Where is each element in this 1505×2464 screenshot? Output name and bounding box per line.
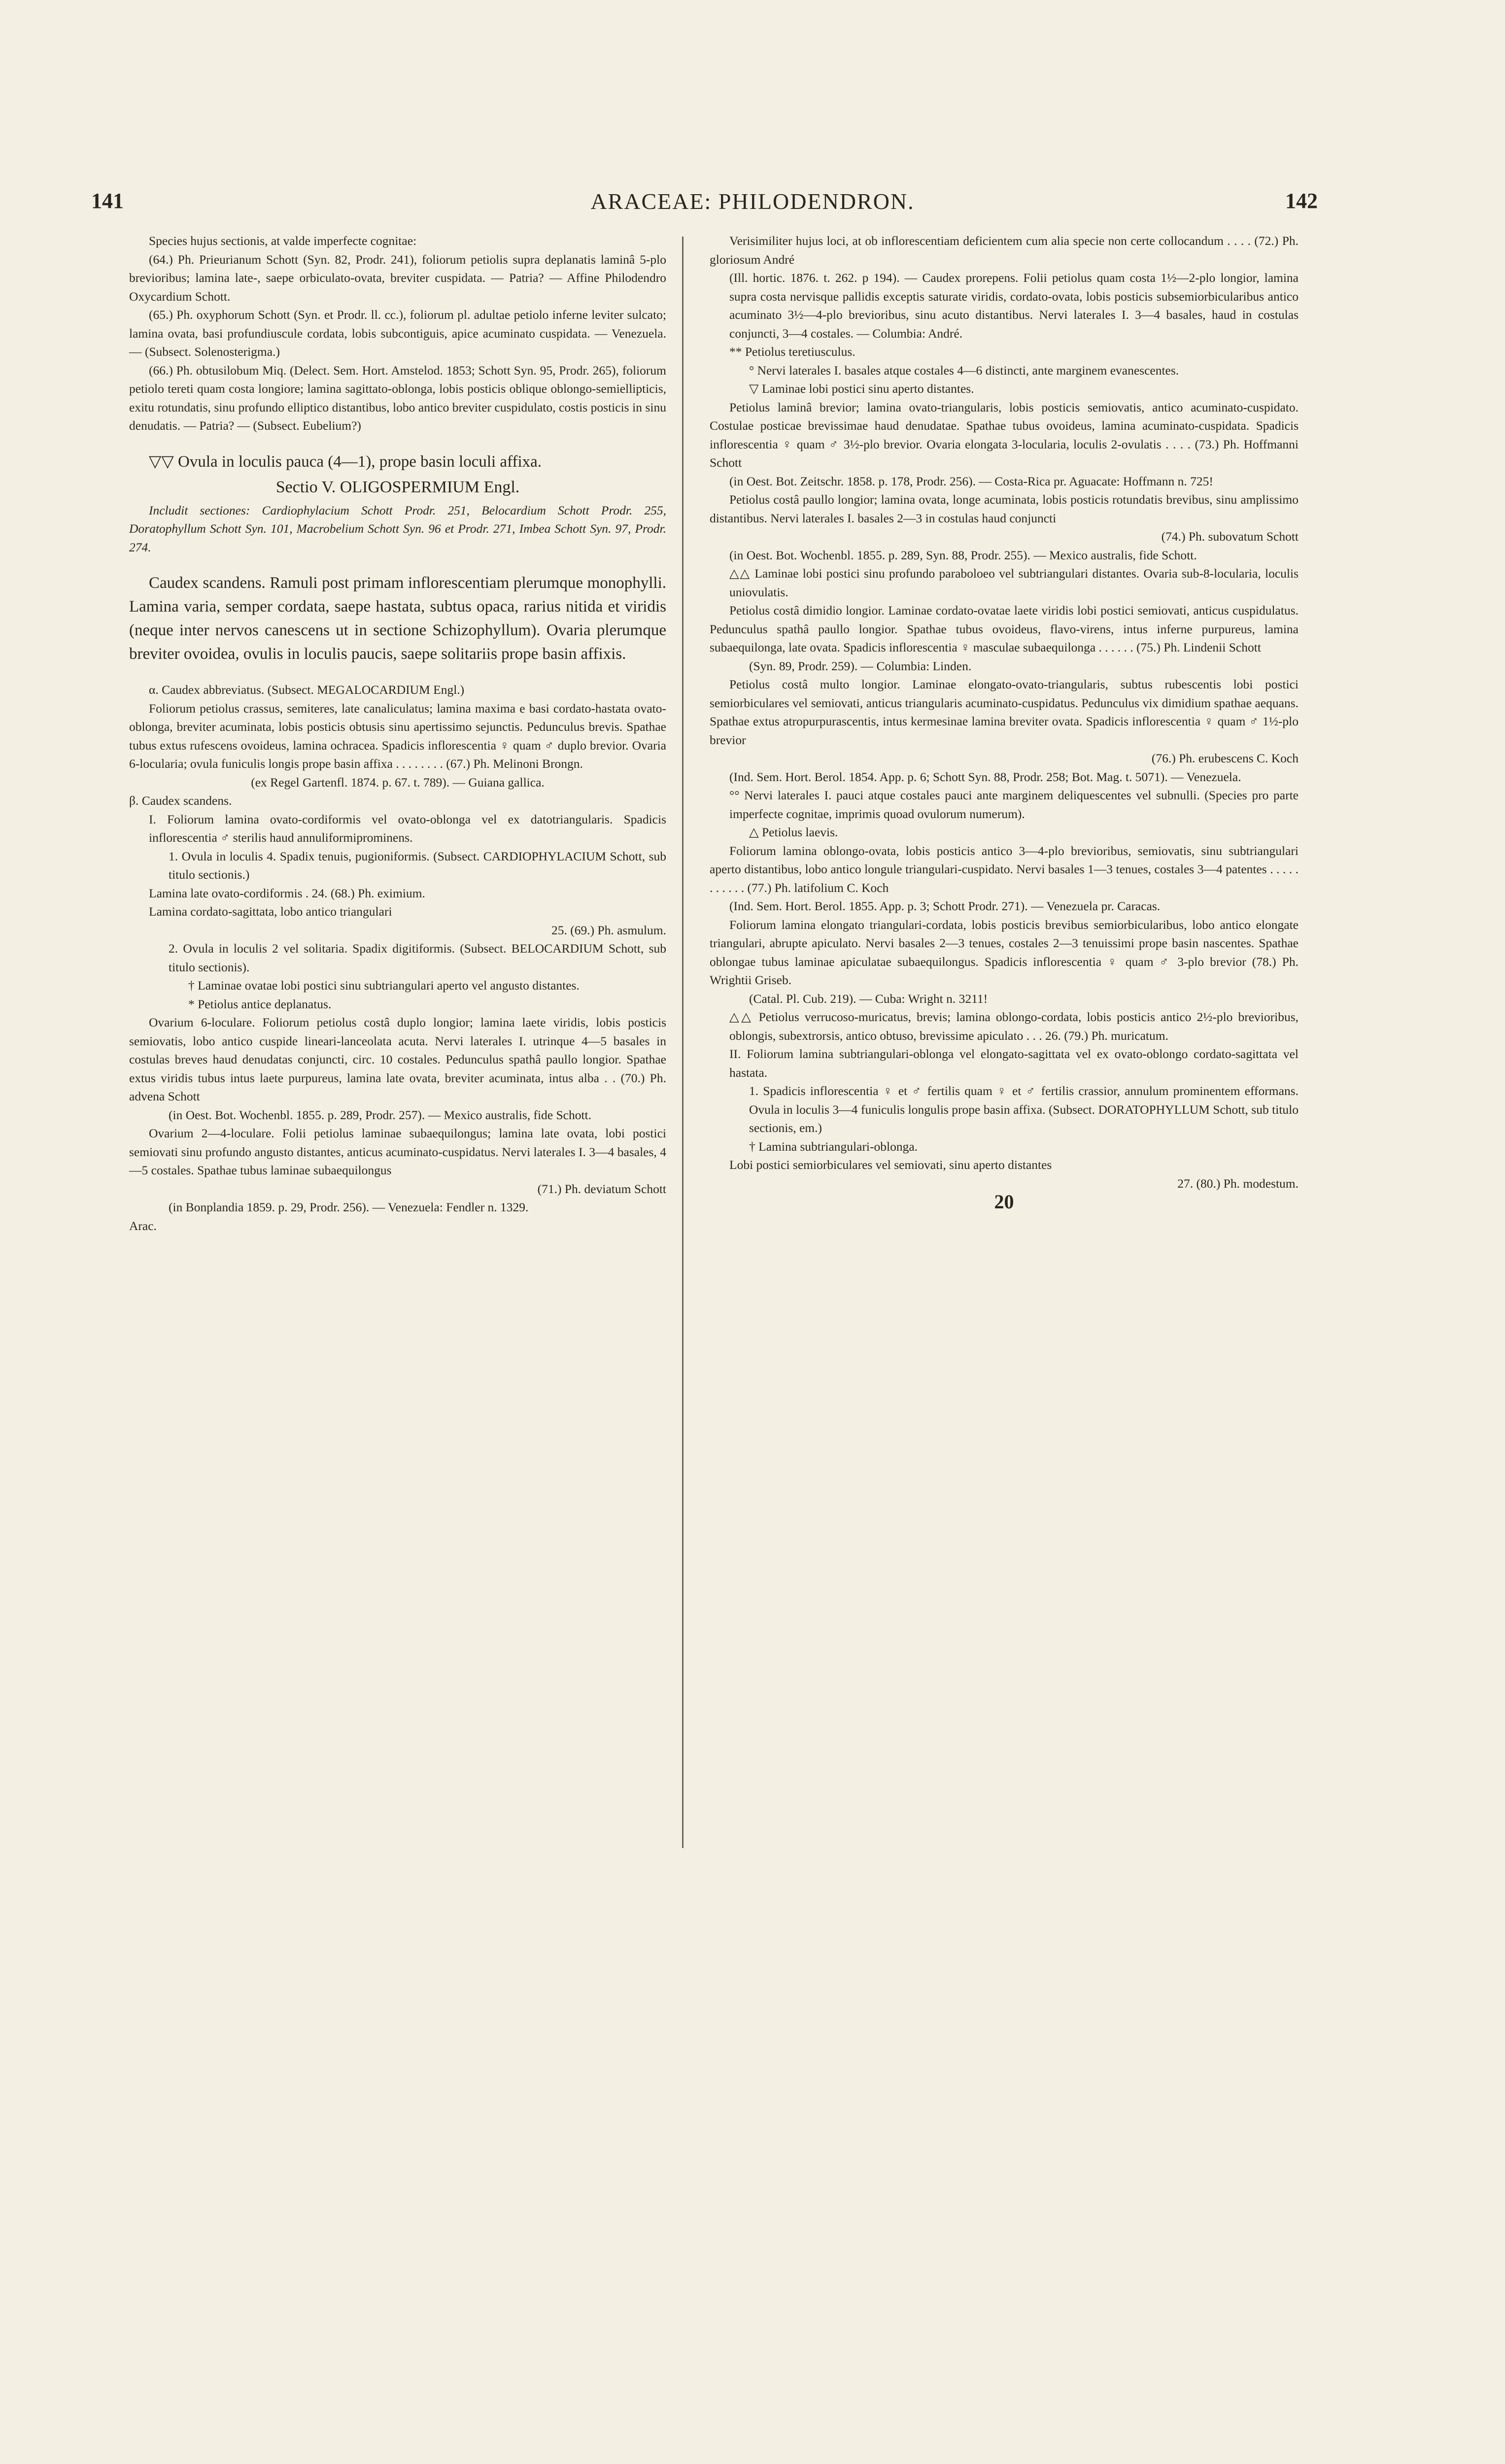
paragraph: Species hujus sectionis, at valde imperfecte cognitae: [149,234,417,248]
key-lead: 1. Ovula in loculis 4. Spadix tenuis, pugioniformis. (Subsect. CARDIOPHYLACIUM Schott, sub titulo sectionis.) [169,849,666,882]
key-heading: α. Caudex abbreviatus. (Subsect. MEGALOCARDIUM Engl.) [149,683,465,697]
section-heading: Sectio V. OLIGOSPERMIUM Engl. [275,478,520,496]
species-entry: Petiolus costâ paullo longior; lamina ovata, longe acuminata, lobis posticis rotundatis brevibus, sinu amplissimo distantibus. Nervi laterales I. basales 2—3 in costulas haud conjuncti [710,492,1299,525]
left-column [129,232,666,1235]
species-entry: △△ Petiolus verrucoso-muricatus, brevis; lamina oblongo-cordata, lobis posticis antico 2½-plo brevioribus, oblongis, subextrorsis, antico obtuso, brevissime apiculato . . . 26. (79.) Ph. muricatum. [729,1010,1299,1043]
species-entry: Foliorum lamina elongato triangulari-cordata, lobis posticis brevibus semiorbicularibus, lobo antico elongate triangulari, abrupte apiculato. Nervi basales 2—3 tenues, costales 2—3 tenuissimi prope basin nascentes. Spathae oblongae tubus laminae apiculatae subaequilongus. Spadicis inflorescentia ♀ quam ♂ 3-plo brevior (78.) Ph. Wrightii Griseb. [710,917,1299,987]
right-column [710,232,1299,1211]
citation: (Ind. Sem. Hort. Berol. 1854. App. p. 6; Schott Syn. 88, Prodr. 258; Bot. Mag. t. 5071). — Venezuela. [729,769,1241,784]
key-lead: 1. Spadicis inflorescentia ♀ et ♂ fertilis quam ♀ et ♂ fertilis crassior, annulum prominentem efformans. Ovula in loculis 3—4 funiculis longulis prope basin affixa. (Subsect. DORATOPHYLLUM Schott, sub titulo sectionis, em.) [749,1084,1299,1135]
key-lead: * Petiolus antice deplanatus. [188,996,332,1011]
species-entry: Verisimiliter hujus loci, at ob inflorescentiam deficientem cum alia specie non certe collocandum . . . . (72.) Ph. gloriosum André [710,234,1299,267]
species-entry: (Ill. hortic. 1876. t. 262. p 194). — Caudex prorepens. Folii petiolus quam costa 1½—2-plo longior, lamina supra costa nervisque pallidis exceptis saturate viridis, cordato-ovata, lobis posticis subsemiorbicularibus antico acuminato 3½—4-plo brevioribus, sinu acuto distantibus. Nervi laterales I. 3—4 basales, haud in costulas conjuncti, 3—4 costales. — Columbia: André. [729,271,1299,341]
key-lead: △△ Laminae lobi postici sinu profundo paraboloeo vel subtriangulari distantes. Ovaria sub-8-locularia, loculis uniovulatis. [729,566,1299,599]
species-entry: Foliorum petiolus crassus, semiteres, late canaliculatus; lamina maxima e basi cordato-hastata ovato-oblonga, breviter acuminata, lobis posticis obtusis sinu apertissimo sejunctis. Pedunculus brevis. Spathae tubus extus rufescens ovoideus, lamina ochracea. Spadicis inflorescentia ♀ quam ♂ duplo brevior. Ovaria 6-locularia; ovula funiculis longis prope basin affixa . . . . . . . . (67.) Ph. Melinoni Brongn. [129,701,666,771]
page-number-right: 142 [1285,189,1318,213]
citation: (Catal. Pl. Cub. 219). — Cuba: Wright n. 3211! [749,991,988,1006]
running-title: ARACEAE: PHILODENDRON. [590,189,915,214]
key-heading: β. Caudex scandens. [129,793,232,808]
citation: (in Bonplandia 1859. p. 29, Prodr. 256). — Venezuela: Fendler n. 1329. [169,1200,529,1214]
key-lead: † Lamina subtriangulari-oblonga. [749,1139,918,1154]
species-entry: Petiolus costâ dimidio longior. Laminae cordato-ovatae laete viridis lobi postici semiovati, anticus cuspidulatus. Pedunculus spathâ paullo longior. Spathae tubus ovoideus, flavo-virens, intus inferne purpureus, lamina subaequilonga, late ovata. Spadicis inflorescentia ♀ masculae subaequilonga . . . . . . (75.) Ph. Lindenii Schott [710,603,1299,654]
key-heading: ▽▽ Ovula in loculis pauca (4—1), prope basin loculi affixa. [149,452,542,471]
key-lead: ° Nervi laterales I. basales atque costales 4—6 distincti, ante marginem evanescentes. [749,363,1179,377]
key-lead: I. Foliorum lamina ovato-cordiformis vel ovato-oblonga vel ex datotriangularis. Spadicis inflorescentia ♂ sterilis haud annuliformiprominens. [149,812,666,845]
citation: (in Oest. Bot. Wochenbl. 1855. p. 289, Prodr. 257). — Mexico australis, fide Schott. [169,1107,592,1122]
species-name: (71.) Ph. deviatum Schott [537,1181,666,1196]
key-lead: Lobi postici semiorbiculares vel semiovati, sinu aperto distantes [729,1158,1052,1172]
species-entry: (64.) Ph. Prieurianum Schott (Syn. 82, Prodr. 241), foliorum petiolis supra deplanatis laminâ 5-plo brevioribus; lamina late-, saepe orbiculato-ovata, breviter cuspidata. — Patria? — Affine Philodendro Oxycardium Schott. [129,252,666,304]
species-entry: (66.) Ph. obtusilobum Miq. (Delect. Sem. Hort. Amstelod. 1853; Schott Syn. 95, Prodr. 265), foliorum petiolo tereti quam costa longiore; lamina sagittato-oblonga, lobis posticis oblique oblongo-semiellipticis, exitu rotundatis, sinu profundo elliptico distantibus, lobo antico breviter cuspidulato, costis posticis in sinu denudatis. — Patria? — (Subsect. Eubelium?) [129,363,666,433]
key-lead: † Laminae ovatae lobi postici sinu subtriangulari aperto vel angusto distantes. [188,978,580,992]
section-includes: Includit sectiones: Cardiophylacium Schott Prodr. 251, Belocardium Schott Prodr. 255, Doratophyllum Schott Syn. 101, Macrobelium Schott Syn. 96 et Prodr. 271, Imbea Schott Syn. 97, Prodr. 274. [129,503,666,554]
citation: (ex Regel Gartenfl. 1874. p. 67. t. 789). — Guiana gallica. [251,775,545,789]
key-lead: △ Petiolus laevis. [749,825,838,839]
citation: (in Oest. Bot. Wochenbl. 1855. p. 289, Syn. 88, Prodr. 255). — Mexico australis, fide Schott. [729,548,1197,562]
species-name: (76.) Ph. erubescens C. Koch [1151,751,1299,765]
key-lead: °° Nervi laterales I. pauci atque costales pauci ante marginem deliquescentes vel subnulli. (Species pro parte imperfecte cognitae, imprimis quoad ovulorum numerum). [729,788,1299,821]
species-name: 25. (69.) Ph. asmulum. [551,923,666,937]
key-lead: Lamina cordato-sagittata, lobo antico triangulari [149,904,392,919]
key-lead: II. Foliorum lamina subtriangulari-oblonga vel elongato-sagittata vel ex ovato-oblongo cordato-sagittata vel hastata. [729,1047,1299,1080]
species-name: (74.) Ph. subovatum Schott [1161,529,1299,544]
species-name: 27. (80.) Ph. modestum. [1177,1176,1299,1191]
species-entry: Ovarium 6-loculare. Foliorum petiolus costâ duplo longior; lamina laete viridis, lobis posticis semiovatis, lobo antico cuspide lineari-lanceolata acuta. Nervi laterales I. utrinque 4—5 basales in costulas breves haud denudatas conjuncti, circ. 10 costales. Pedunculus spathâ paullo longior. Spathae extus viridis tubus intus laete purpureus, lamina late ovata, breviter acuminata, intus alba . . (70.) Ph. advena Schott [129,1015,666,1103]
species-entry: Ovarium 2—4-loculare. Folii petiolus laminae subaequilongus; lamina late ovata, lobi postici semiovati sinu profundo angusto distantes, anticus acuminato-cuspidatus. Nervi laterales I. 3—4 basales, 4—5 costales. Spathae tubus laminae subaequilongus [129,1126,666,1177]
citation: (Ind. Sem. Hort. Berol. 1855. App. p. 3; Schott Prodr. 271). — Venezuela pr. Caracas. [729,899,1161,913]
sheet-number: 20 [994,1191,1014,1213]
page-number-left: 141 [91,189,124,213]
section-description: Caudex scandens. Ramuli post primam inflorescentiam plerumque monophylli. Lamina varia, semper cordata, saepe hastata, subtus opaca, rarius nitida et viridis (neque inter nervos canescens ut in sectione Schizophyllum). Ovaria plerumque breviter ovoidea, ovulis in loculis paucis, saepe solitariis prope basin affixis. [129,574,666,663]
citation: (Syn. 89, Prodr. 259). — Columbia: Linden. [749,658,972,673]
citation: (in Oest. Bot. Zeitschr. 1858. p. 178, Prodr. 256). — Costa-Rica pr. Aguacate: Hoffmann n. 725! [729,474,1213,488]
column-divider [682,237,684,1848]
species-entry: (65.) Ph. oxyphorum Schott (Syn. et Prodr. ll. cc.), foliorum pl. adultae petiolo inferne leviter sulcato; lamina ovata, basi profundiuscule cordata, lobis subcontiguis, apice acuminato cuspidata. — Venezuela. — (Subsect. Solenosterigma.) [129,308,666,359]
species-entry: Petiolus laminâ brevior; lamina ovato-triangularis, lobis posticis semiovatis, antico acuminato-cuspidato. Costulae posticae brevissimae haud denudatae. Spathae tubus ovoideus, lamina acuminato-cuspidata. Spadicis inflorescentia ♀ quam ♂ 3½-plo brevior. Ovaria elongata 3-locularia, loculis 2-ovulatis . . . . (73.) Ph. Hoffmanni Schott [710,400,1299,470]
species-entry: Petiolus costâ multo longior. Laminae elongato-ovato-triangularis, subtus rubescentis lobi postici semiorbiculares vel semiovati, anticus triangularis acuminato-cuspidatus. Pedunculus vix dimidium spathae aequans. Spathae extus atropurpurascentis, intus kermesinae lamina breviter ovata. Spadicis inflorescentia ♀ quam ♂ 1½-plo brevior [710,677,1299,747]
species-entry: Foliorum lamina oblongo-ovata, lobis posticis antico 3—4-plo brevioribus, semiovatis, sinu subtriangulari aperto distantibus, lobo antico longule triangulari-cuspidato. Nervi basales 1—3 tenues, costales 3—4 patentes . . . . . . . . . . . (77.) Ph. latifolium C. Koch [710,843,1299,895]
key-lead: 2. Ovula in loculis 2 vel solitaria. Spadix digitiformis. (Subsect. BELOCARDIUM Schott, sub titulo sectionis). [169,941,666,974]
key-lead: ▽ Laminae lobi postici sinu aperto distantes. [749,381,974,396]
key-lead: Lamina late ovato-cordiformis . 24. (68.) Ph. eximium. [149,886,425,900]
key-lead: ** Petiolus teretiusculus. [729,344,855,359]
signature-mark: Arac. [129,1218,157,1233]
